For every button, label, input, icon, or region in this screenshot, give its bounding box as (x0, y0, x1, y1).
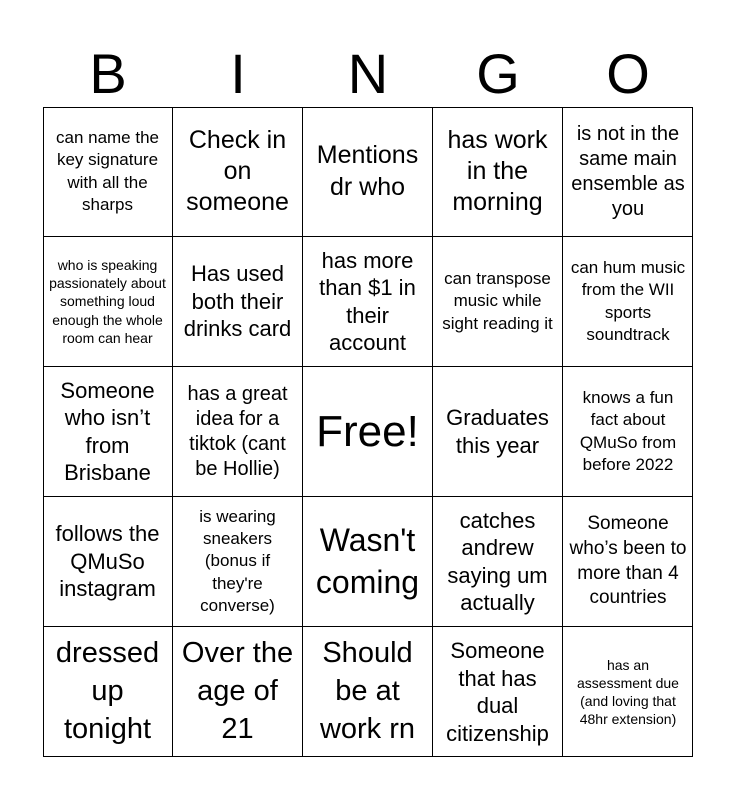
bingo-cell[interactable] (173, 497, 303, 627)
bingo-cell[interactable] (43, 107, 173, 237)
bingo-cell-text: Someone who’s been to more than 4 countries (569, 513, 687, 609)
bingo-cell-text: dressed up tonight (55, 637, 160, 745)
bingo-cell-text: can transpose music while sight reading it (442, 269, 553, 333)
bingo-cell-text: Graduates this year (446, 405, 549, 458)
bingo-cell[interactable] (43, 627, 173, 757)
bingo-cell-text: Someone that has dual citizenship (446, 638, 549, 746)
bingo-cell-text: Wasn't coming (315, 521, 420, 600)
bingo-cell[interactable] (303, 367, 433, 497)
bingo-cell-text: Over the age of 21 (181, 637, 294, 745)
bingo-cell[interactable] (563, 367, 693, 497)
bingo-cell[interactable] (43, 237, 173, 367)
bingo-cell-text: catches andrew saying um actually (447, 507, 548, 615)
bingo-cell-text: has work in the morning (447, 125, 548, 217)
bingo-cell[interactable] (433, 107, 563, 237)
bingo-cell[interactable] (433, 497, 563, 627)
bingo-cell-text: Free! (316, 406, 419, 456)
bingo-cell-text: can name the key signature with all the sharps (55, 128, 159, 214)
bingo-cell-text: follows the QMuSo instagram (55, 521, 160, 602)
bingo-cell[interactable] (563, 627, 693, 757)
bingo-cell[interactable] (563, 497, 693, 627)
bingo-cell[interactable] (173, 237, 303, 367)
header-letter-o: O (606, 42, 650, 105)
bingo-cell[interactable] (173, 107, 303, 237)
bingo-cell[interactable] (433, 237, 563, 367)
bingo-cell-text: has a great idea for a tiktok (cant be Hollie) (187, 382, 288, 480)
bingo-cell[interactable] (303, 237, 433, 367)
bingo-cell-text: Should be at work rn (319, 637, 416, 745)
bingo-cell-text: Check in on someone (186, 125, 289, 217)
bingo-cell[interactable] (563, 107, 693, 237)
bingo-cell[interactable] (43, 497, 173, 627)
bingo-cell[interactable] (303, 497, 433, 627)
bingo-cell[interactable] (303, 627, 433, 757)
bingo-cell-text: has more than $1 in their account (319, 247, 416, 355)
header-letter-i: I (230, 42, 246, 105)
bingo-cell-text: can hum music from the WII sports soundtrack (570, 258, 686, 344)
bingo-cell-text: who is speaking passionately about something loud enough the whole room can hear (49, 257, 166, 346)
bingo-cell-text: has an assessment due (and loving that 48hr extension) (577, 656, 679, 728)
header-letter-g: G (476, 42, 520, 105)
bingo-cell[interactable] (433, 627, 563, 757)
bingo-cell-text: is not in the same main ensemble as you (571, 122, 685, 220)
header-letter-b: B (89, 42, 127, 105)
bingo-cell-text: is wearing sneakers (bonus if they're converse) (199, 507, 276, 615)
bingo-cell-text: Has used both their drinks card (183, 261, 292, 342)
bingo-cell[interactable] (303, 107, 433, 237)
bingo-cell[interactable] (173, 367, 303, 497)
bingo-cell-text: Someone who isn’t from Brisbane (60, 377, 155, 485)
bingo-cell-text: knows a fun fact about QMuSo from before 2022 (579, 388, 677, 474)
bingo-board (43, 107, 693, 757)
bingo-cell[interactable] (43, 367, 173, 497)
bingo-cell[interactable] (433, 367, 563, 497)
bingo-header (43, 40, 693, 108)
header-letter-n: N (347, 42, 389, 105)
bingo-cell[interactable] (173, 627, 303, 757)
bingo-cell[interactable] (563, 237, 693, 367)
bingo-cell-text: Mentions dr who (316, 141, 419, 201)
